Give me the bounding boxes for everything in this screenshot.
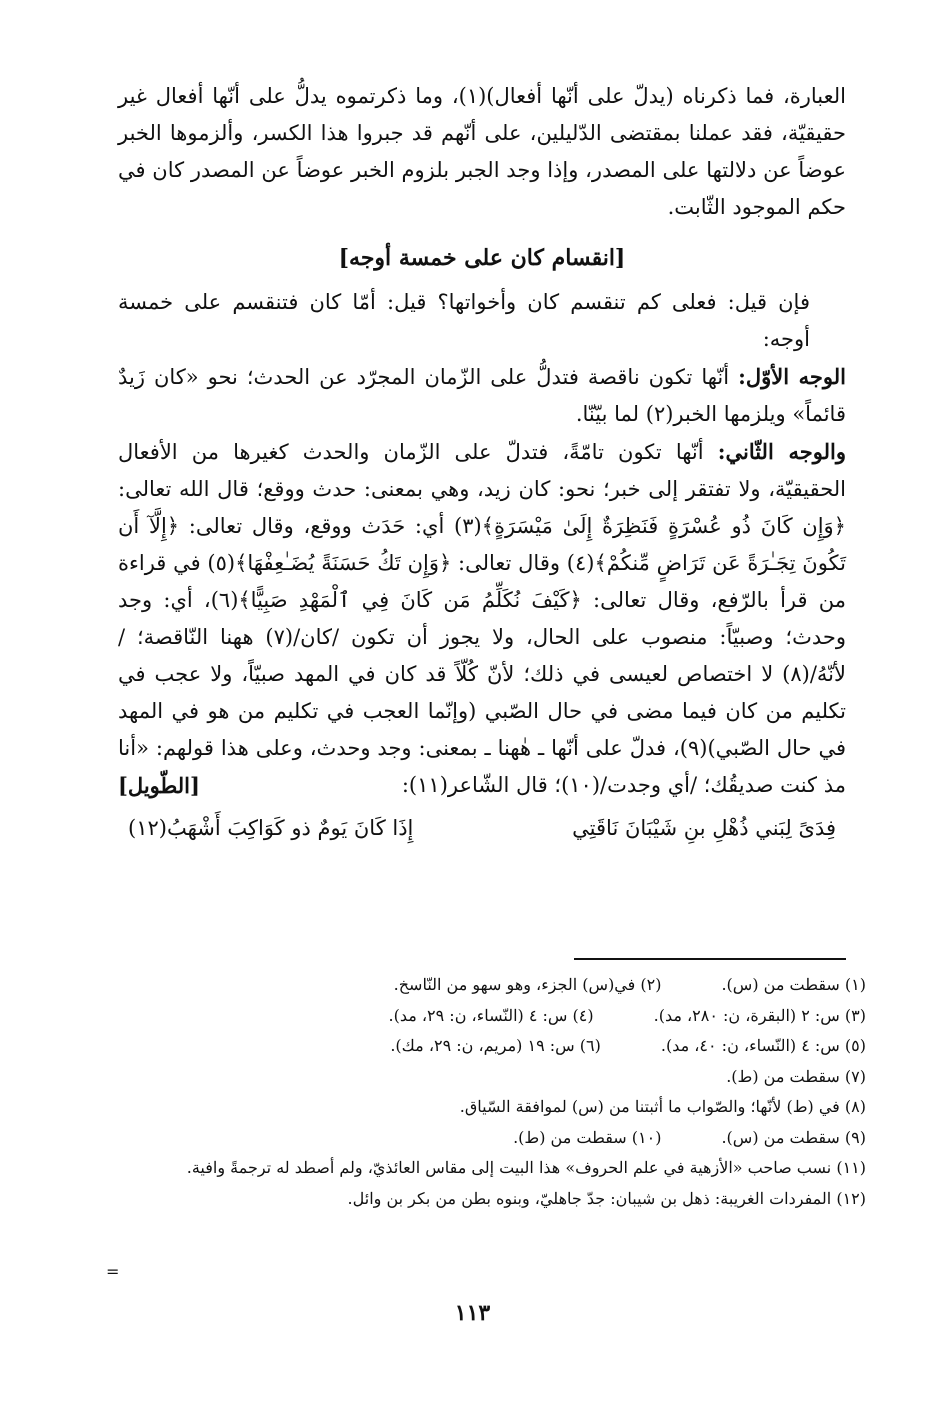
footnote-5: (٥) س: ٤ (النّساء، ن: ٤٠، مد).: [660, 1036, 866, 1055]
footnote-3: (٣) س: ٢ (البقرة، ن: ٢٨٠، مد).: [653, 1005, 866, 1025]
footnote-4: (٤) س: ٤ (النّساء، ن: ٢٩، مد).: [388, 1005, 594, 1025]
footnote-row: [118, 1031, 866, 1062]
footnote-separator: [574, 958, 846, 960]
footnote-9: (٩) سقطت من (س).: [721, 1127, 866, 1147]
verse-second-hemistich: إِذَا كَانَ يَومٌ ذو كَوَاكِبَ أَشْهَبُ(١٢): [128, 816, 414, 840]
footnote-7: (٧) سقطت من (ط).: [726, 1066, 866, 1086]
footnote-6: (٦) س: ١٩ (مريم، ن: ٢٩، مك).: [390, 1036, 601, 1055]
paragraph-3-text: أنّها تكون ناقصة فتدلُّ على الزّمان المجرّد عن الحدث؛ نحو «كان زَيدٌ قائماً» ويلزمها الخبر(٢) لما بيّنّا.: [118, 365, 846, 426]
poetry-verse: [118, 808, 846, 848]
footnote-12: (١٢) المفردات الغريبة: ذهل بن شيبان: جدّ جاهليّ، وبنوه بطن من بكر بن وائل.: [347, 1188, 866, 1208]
footnote-row: [118, 970, 866, 1001]
main-text: [118, 78, 846, 848]
paragraph-2: فإن قيل: فعلى كم تنقسم كان وأخواتها؟ قيل: أمّا كان فتنقسم على خمسة أوجه:: [118, 290, 810, 351]
footnote-row: [118, 1001, 866, 1032]
paragraph-4-label: والوجه الثّاني:: [717, 439, 846, 464]
footnotes: [118, 970, 866, 1214]
paragraph-4-text: أنّها تكون تامّةً، فتدلّ على الزّمان والحدث كغيرها من الأفعال الحقيقيّة، ولا تفتقر إلى خبر؛ نحو: كان زيد، وهي بمعنى: حدث ووقع؛ قال الله تعالى: ﴿وَإِن كَانَ ذُو عُسْرَةٍ فَنَظِرَةٌ إِلَىٰ مَيْسَرَةٍ﴾(٣) أي: حَدَث ووقع، وقال تعالى: ﴿إِلَّآ أَن تَكُونَ تِجَـٰرَةً عَن تَرَاضٍ مِّنكُمْ﴾(٤) وقال تعالى: ﴿وَإِن تَكُ حَسَنَةً يُضَـٰعِفْهَا﴾(٥) في قراءة من قرأ بالرّفع، وقال تعالى: ﴿كَيْفَ نُكَلِّمُ مَن كَانَ فِي ٱلْمَهْدِ صَبِيًّا﴾(٦)، أي: وجد وحدث؛ وصبيّاً: منصوب على الحال، ولا يجوز أن تكون /كان/(٧) ههنا النّاقصة؛ /لأنّهُ/(٨) لا اختصاص لعيسى في ذلك؛ لأنّ كُلّاً قد كان في المهد صبيّاً، ولا عجب في تكليم من كان فيما مضى في حال الصّبي (وإنّما العجب في تكليم من هو في المهد في حال الصّبي)(٩)، فدلّ على أنّها ـ هٰهنا ـ بمعنى: وجد وحدث، وعلى هذا قولهم: «أنا مذ كنت صديقُك؛ /أي وجدت/(١٠)؛ قال الشّاعر(١١):: [118, 440, 847, 797]
verse-first-hemistich: فِدَىً لِبَني ذُهْلِ بنِ شَيْبَانَ نَاقَتِي: [572, 816, 836, 840]
paragraph-3-label: الوجه الأوّل:: [738, 364, 846, 389]
section-heading: [انقسام كان على خمسة أوجه]: [338, 245, 626, 271]
footnote-2: (٢) في(س) الجزء، وهو سهو من النّاسخ.: [393, 975, 662, 994]
paragraph-3: [118, 358, 846, 433]
paragraph-4: [118, 433, 846, 804]
footnote-11: (١١) نسب صاحب «الأزهية في علم الحروف» هذا البيت إلى مقاس العائذيّ، ولم أصطد له ترجمةً وافية.: [186, 1158, 866, 1177]
paragraph-1: العبارة، فما ذكرناه (يدلّ على أنّها أفعال)(١)، وما ذكرتموه يدلُّ على أنّها أفعال غير حقيقيّة، فقد عملنا بمقتضى الدّليلين، على أنّهم قد جبروا هذا الكسر، وألزموها الخبر عوضاً عن دلالتها على المصدر، وإذا وجد الجبر بلزوم الخبر عوضاً عن المصدر كان في حكم الموجود الثّابت.: [118, 84, 846, 219]
footnote-8: (٨) في (ط) لأنّها؛ والصّواب ما أثبتنا من (س) لموافقة السّياق.: [459, 1097, 866, 1116]
margin-mark: =: [106, 1262, 120, 1281]
meter-tag: [الطّويل]: [118, 773, 200, 798]
footnote-row: [118, 1123, 866, 1154]
footnote-1: (١) سقطت من (س).: [721, 975, 866, 994]
footnote-10: (١٠) سقطت من (ط).: [513, 1127, 662, 1147]
page-number: ١١٣: [454, 1300, 491, 1326]
